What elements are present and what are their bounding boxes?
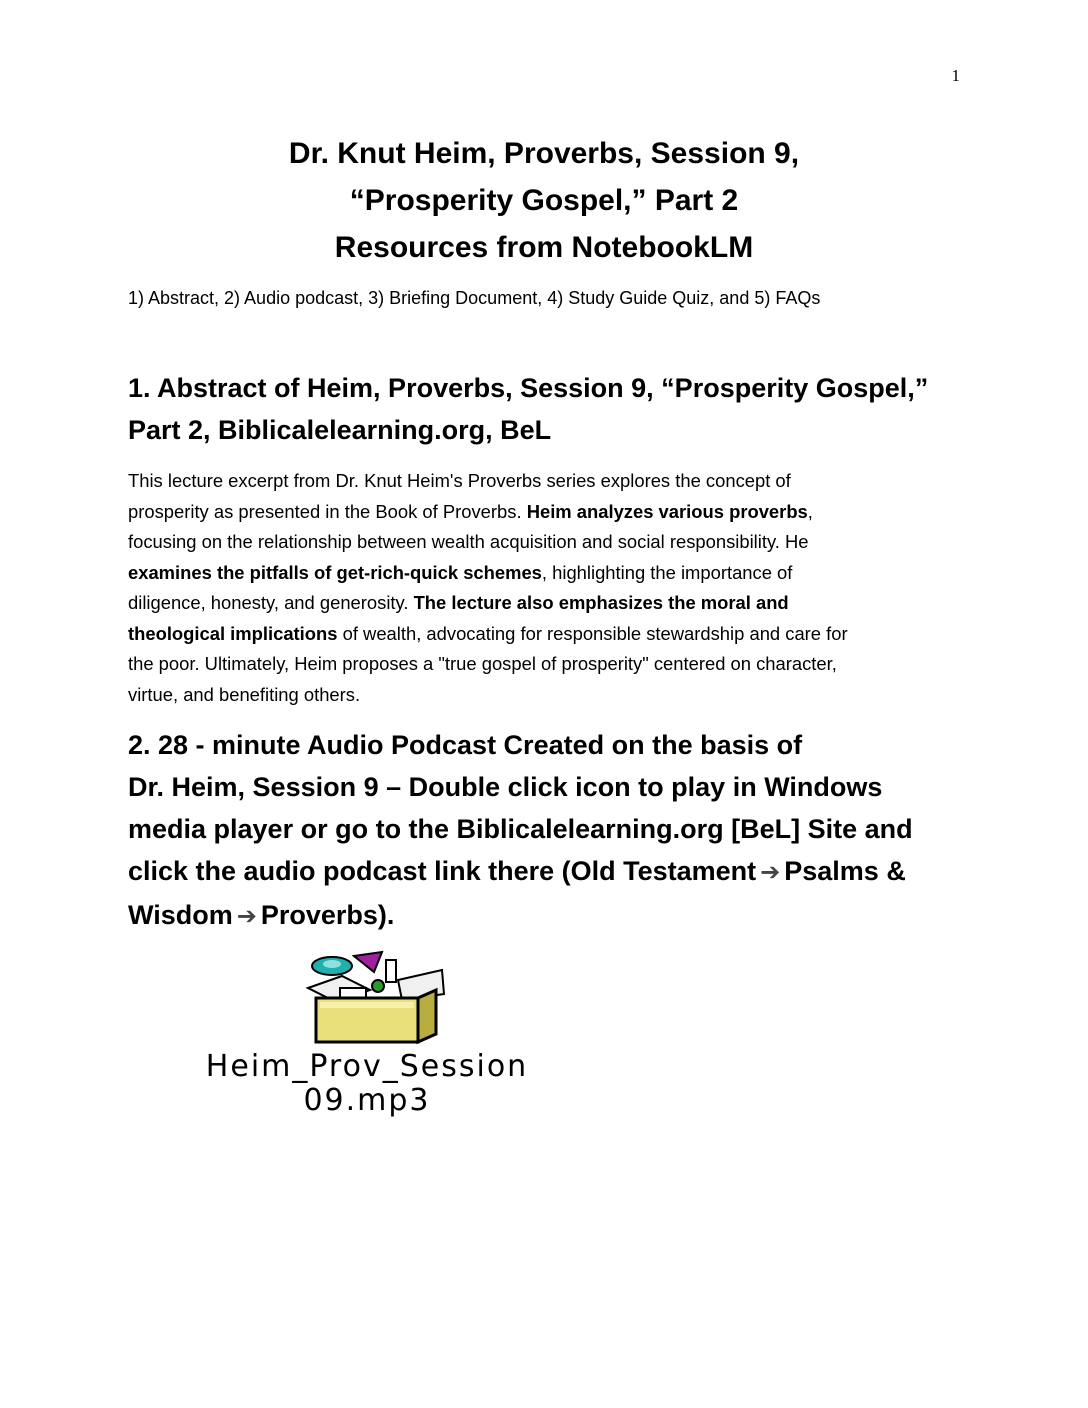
section-2-line-4: click the audio podcast link there (Old Testament ➔ Psalms & <box>128 856 906 886</box>
abstract-line: This lecture excerpt from Dr. Knut Heim's Proverbs series explores the concept of <box>128 470 791 491</box>
abstract-bold-text: The lecture also emphasizes the moral and <box>413 592 789 613</box>
section-2-line-2: Dr. Heim, Session 9 – Double click icon to play in Windows <box>128 772 883 802</box>
audio-file-name[interactable]: Heim_Prov_Session 09.mp3 <box>205 1049 529 1118</box>
package-icon[interactable] <box>298 950 448 1046</box>
title-line-2: “Prosperity Gospel,” Part 2 <box>349 184 739 217</box>
document-title <box>0 130 1088 271</box>
resources-list: 1) Abstract, 2) Audio podcast, 3) Briefing Document, 4) Study Guide Quiz, and 5) FAQs <box>128 288 821 308</box>
section-2-line-3: media player or go to the Biblicalelearning.org [BeL] Site and <box>128 814 913 844</box>
abstract-bold-text: theological implications <box>128 622 338 644</box>
abstract-line: diligence, honesty, and generosity. The lecture also emphasizes the moral and <box>128 592 789 613</box>
section-1-heading-line-1: 1. Abstract of Heim, Proverbs, Session 9, “Prosperity Gospel,” <box>128 373 929 403</box>
abstract-paragraph <box>128 466 958 710</box>
abstract-bold-text: Heim analyzes various proverbs <box>526 500 808 522</box>
abstract-bold-text: examines the pitfalls of get-rich-quick schemes <box>128 561 542 583</box>
abstract-line: the poor. Ultimately, Heim proposes a "true gospel of prosperity" centered on character, <box>128 653 837 674</box>
abstract-line: prosperity as presented in the Book of Proverbs. Heim analyzes various proverbs, <box>128 500 813 522</box>
abstract-line: virtue, and benefiting others. <box>128 683 361 705</box>
right-arrow-icon: ➔ <box>760 859 781 886</box>
section-1-heading <box>128 367 968 451</box>
abstract-line: examines the pitfalls of get-rich-quick schemes, highlighting the importance of <box>128 561 793 583</box>
section-1-heading-line-2: Part 2, Biblicalelearning.org, BeL <box>128 415 552 445</box>
page-number: 1 <box>951 66 960 85</box>
title-line-1: Dr. Knut Heim, Proverbs, Session 9, <box>288 137 800 170</box>
audio-podcast-file[interactable] <box>132 950 602 1130</box>
title-line-3: Resources from NotebookLM <box>334 231 754 264</box>
section-2-line-1: 2. 28 - minute Audio Podcast Created on the basis of <box>128 730 803 760</box>
right-arrow-icon: ➔ <box>236 903 257 930</box>
abstract-line: theological implications of wealth, advocating for responsible stewardship and care for <box>128 622 848 644</box>
abstract-line: focusing on the relationship between wealth acquisition and social responsibility. He <box>128 531 809 552</box>
section-2-heading <box>128 724 968 938</box>
section-2-line-5: Wisdom ➔ Proverbs). <box>128 900 394 930</box>
